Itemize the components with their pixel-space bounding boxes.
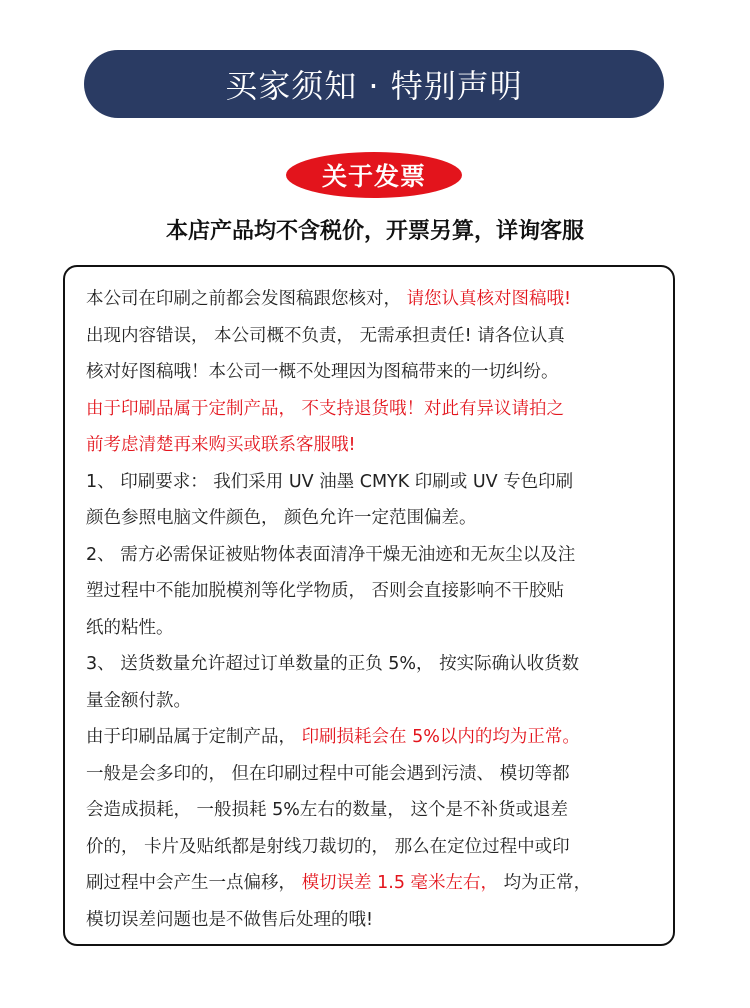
- notice-line: [86, 431, 356, 459]
- body-text: 塑过程中不能加脱模剂等化学物质， 否则会直接影响不干胶贴: [86, 581, 565, 601]
- notice-line: [86, 577, 564, 605]
- notice-line: [86, 504, 477, 532]
- highlight-text: 模切误差 1.5 毫米左右，: [301, 873, 499, 893]
- body-text: 模切误差问题也是不做售后处理的哦!: [86, 909, 374, 930]
- notice-line: [86, 541, 575, 569]
- body-text: 核对好图稿哦！本公司一概不处理因为图稿带来的一切纠纷。: [86, 362, 559, 382]
- notice-line: [86, 650, 579, 678]
- body-text: 纸的粘性。: [86, 617, 174, 638]
- highlight-text: 印刷损耗会在 5%以内的均为正常。: [301, 727, 580, 747]
- body-text: 出现内容错误， 本公司概不负责， 无需承担责任! 请各位认真: [86, 325, 565, 346]
- notice-line: [86, 322, 565, 350]
- body-text: 量金额付款。: [86, 690, 191, 711]
- body-text: 颜色参照电脑文件颜色， 颜色允许一定范围偏差。: [86, 508, 477, 528]
- header-banner: [84, 50, 664, 118]
- notice-line: [86, 833, 570, 861]
- invoice-note: 本店产品均不含税价，开票另算，详询客服: [165, 219, 584, 244]
- body-text: 由于印刷品属于定制产品，: [86, 727, 302, 747]
- header-title: 买家须知 · 特别声明: [225, 67, 523, 105]
- body-text: 3、 送货数量允许超过订单数量的正负 5%， 按实际确认收货数: [86, 654, 580, 674]
- notice-line: [86, 395, 564, 423]
- body-text: 1、 印刷要求： 我们采用 UV 油墨 CMYK 印刷或 UV 专色印刷: [86, 471, 574, 492]
- notice-line: [86, 614, 174, 642]
- notice-line: [86, 687, 191, 715]
- body-text: 本公司在印刷之前都会发图稿跟您核对，: [86, 289, 407, 309]
- notice-line: [86, 468, 573, 496]
- highlight-text: 前考虑清楚再来购买或联系客服哦!: [86, 435, 356, 455]
- highlight-text: 由于印刷品属于定制产品， 不支持退货哦！对此有异议请拍之: [86, 398, 565, 419]
- body-text: 一般是会多印的， 但在印刷过程中可能会遇到污渍、 模切等都: [86, 763, 570, 784]
- body-text: 刷过程中会产生一点偏移，: [86, 873, 302, 893]
- body-text: 价的， 卡片及贴纸都是射线刀裁切的， 那么在定位过程中或印: [86, 836, 570, 857]
- notice-line: [86, 723, 580, 751]
- body-text: 会造成损耗， 一般损耗 5%左右的数量， 这个是不补货或退差: [86, 800, 568, 820]
- notice-line: [86, 906, 373, 934]
- notice-line: [86, 796, 568, 824]
- body-text: 均为正常，: [498, 873, 592, 893]
- body-text: 2、 需方必需保证被贴物体表面清净干燥无油迹和无灰尘以及注: [86, 544, 576, 565]
- invoice-badge: [286, 152, 462, 198]
- notice-line: [86, 869, 591, 897]
- notice-line: [86, 285, 571, 313]
- notice-line: [86, 760, 570, 788]
- highlight-text: 请您认真核对图稿哦!: [406, 289, 572, 309]
- notice-line: [86, 358, 559, 386]
- invoice-badge-label: 关于发票: [321, 162, 426, 191]
